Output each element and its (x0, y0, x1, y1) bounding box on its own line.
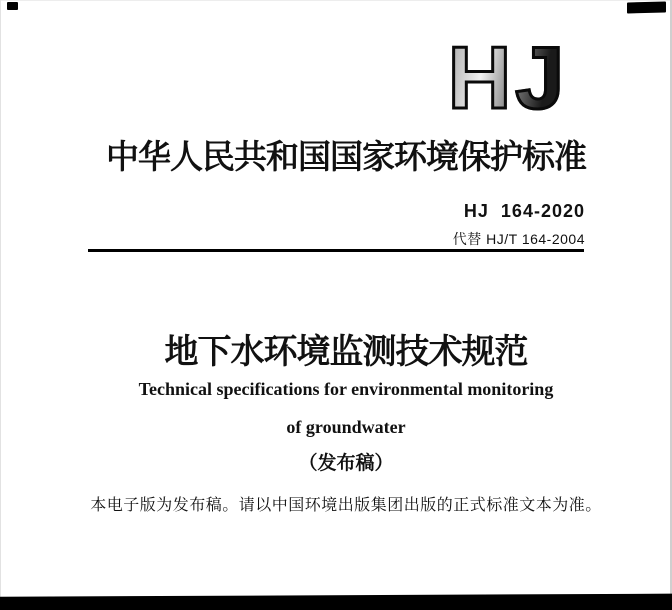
standard-number: HJ 164-2020 (463, 201, 585, 221)
scan-artifact-top-left (7, 2, 18, 10)
hj-logo-text: HJ (447, 28, 569, 127)
standard-number-block (453, 201, 585, 249)
hj-logo (438, 28, 578, 127)
scan-artifact-bottom-bar (0, 593, 672, 610)
title-english-line1: Technical specifications for environmental monitoring (138, 379, 554, 399)
draft-label: （发布稿） (298, 453, 394, 474)
scan-artifact-top-right (627, 1, 666, 13)
national-standard-heading: 中华人民共和国国家环境保护标准 (106, 138, 586, 175)
horizontal-rule (88, 249, 584, 252)
scan-edge-top (0, 0, 672, 1)
title-english-line2: of groundwater (286, 417, 406, 437)
title-chinese: 地下水环境监测技术规范 (164, 333, 528, 371)
replaced-standard: 代替 HJ/T 164-2004 (452, 231, 585, 247)
electronic-version-note: 本电子版为发布稿。请以中国环境出版集团出版的正式标准文本为准。 (90, 497, 602, 514)
scan-edge-left (0, 0, 1, 610)
